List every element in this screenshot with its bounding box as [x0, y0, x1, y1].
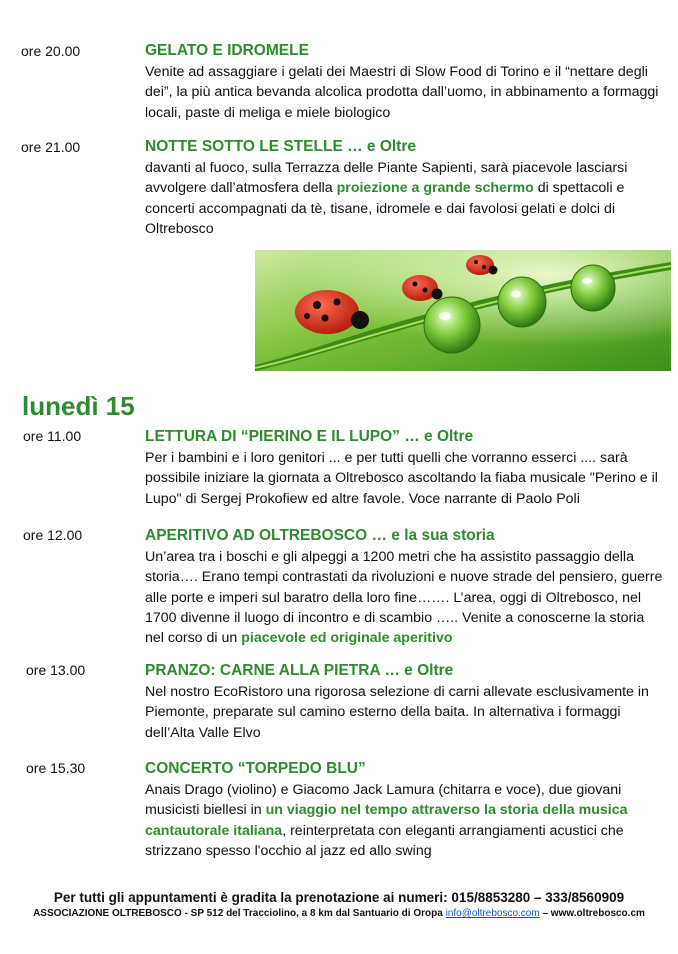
event-title: CONCERTO “TORPEDO BLU” [145, 760, 366, 777]
event-time: ore 20.00 [21, 43, 81, 59]
event-description [145, 780, 665, 861]
desc-text: Per i bambini e i loro genitori ... e per tutti quelli che vorranno esserci .... sarà possibile iniziare la giornata a Oltrebosco ascoltando la fiaba musicale "Perino e il Lupo" di Sergej Prokofiew ed altre favole. Voce narrante di Paolo Poli [145, 450, 658, 507]
desc-text: di spettacoli e concerti accompagnati da tè, tisane, idromele e dai favolosi gelati e dolci di Oltrebosco [145, 180, 625, 237]
event-description [145, 158, 665, 239]
event-description [145, 62, 665, 123]
event-time: ore 15.30 [26, 760, 86, 776]
event-title: APERITIVO AD OLTREBOSCO … e la sua storia [145, 527, 495, 544]
address-text: ASSOCIAZIONE OLTREBOSCO - SP 512 del Tracciolino, a 8 km dal Santuario di Oropa [33, 908, 443, 919]
event-title: PRANZO: CARNE ALLA PIETRA … e Oltre [145, 662, 454, 679]
address-line [0, 907, 678, 920]
desc-text: Un’area tra i boschi e gli alpeggi a 1200 metri che ha assistito passaggio della storia…. Erano tempi contrastati da rivoluzioni e nuove strade del pensiero, guerre alle porte e imperi sul baratro della loro fine……. L’area, oggi di Oltrebosco, nel 1700 divenne il luogo di incontro e di scambio ….. Venite a conoscerne la storia nel corso di un [145, 549, 663, 647]
desc-text: Anais Drago (violino) e Giacomo Jack Lamura (chitarra e voce), due giovani musicisti biellesi in [145, 782, 622, 819]
event-time: ore 21.00 [21, 139, 81, 155]
event-time: ore 11.00 [23, 428, 82, 444]
day-heading: lunedì 15 [22, 391, 135, 421]
event-time: ore 13.00 [26, 662, 86, 678]
event-time: ore 12.00 [23, 527, 83, 543]
desc-highlight: piacevole ed originale aperitivo [241, 630, 453, 647]
desc-text: Venite ad assaggiare i gelati dei Maestri di Slow Food di Torino e il “nettare degli dei”, la più antica bevanda alcolica prodotta dall’uomo, in abbinamento a formaggi locali, paste di meliga e miele biologico [145, 64, 659, 121]
desc-highlight: un viaggio nel tempo attraverso la storia della musica cantautorale italiana [145, 802, 628, 839]
website-text: – www.oltrebosco.cm [542, 908, 645, 919]
event-description [145, 682, 665, 743]
event-description [145, 448, 665, 509]
event-title: NOTTE SOTTO LE STELLE … e Oltre [145, 138, 416, 155]
desc-highlight: proiezione a grande schermo [336, 180, 534, 197]
email-link[interactable]: info@oltrebosco.com [445, 908, 540, 919]
desc-text: Nel nostro EcoRistoro una rigorosa selezione di carni allevate esclusivamente in Piemonte, preparate sul camino esterno della baita. In alternativa i formaggi dell’Alta Valle Elvo [145, 684, 649, 741]
event-title: GELATO E IDROMELE [145, 42, 309, 59]
event-description [145, 547, 665, 648]
desc-text: , reinterpretata con eleganti arrangiamenti acustici che strizzano spesso l'occhio al jazz ed allo swing [145, 822, 624, 859]
booking-line: Per tutti gli appuntamenti è gradita la prenotazione ai numeri: 015/8853280 – 333/8560909 [53, 890, 625, 905]
desc-text: davanti al fuoco, sulla Terrazza delle Piante Sapienti, sarà piacevole lasciarsi avvolgere dall’atmosfera della [145, 160, 628, 197]
ladybugs-on-grass-photo [255, 250, 671, 371]
event-title: LETTURA DI “PIERINO E IL LUPO” … e Oltre [145, 428, 474, 445]
